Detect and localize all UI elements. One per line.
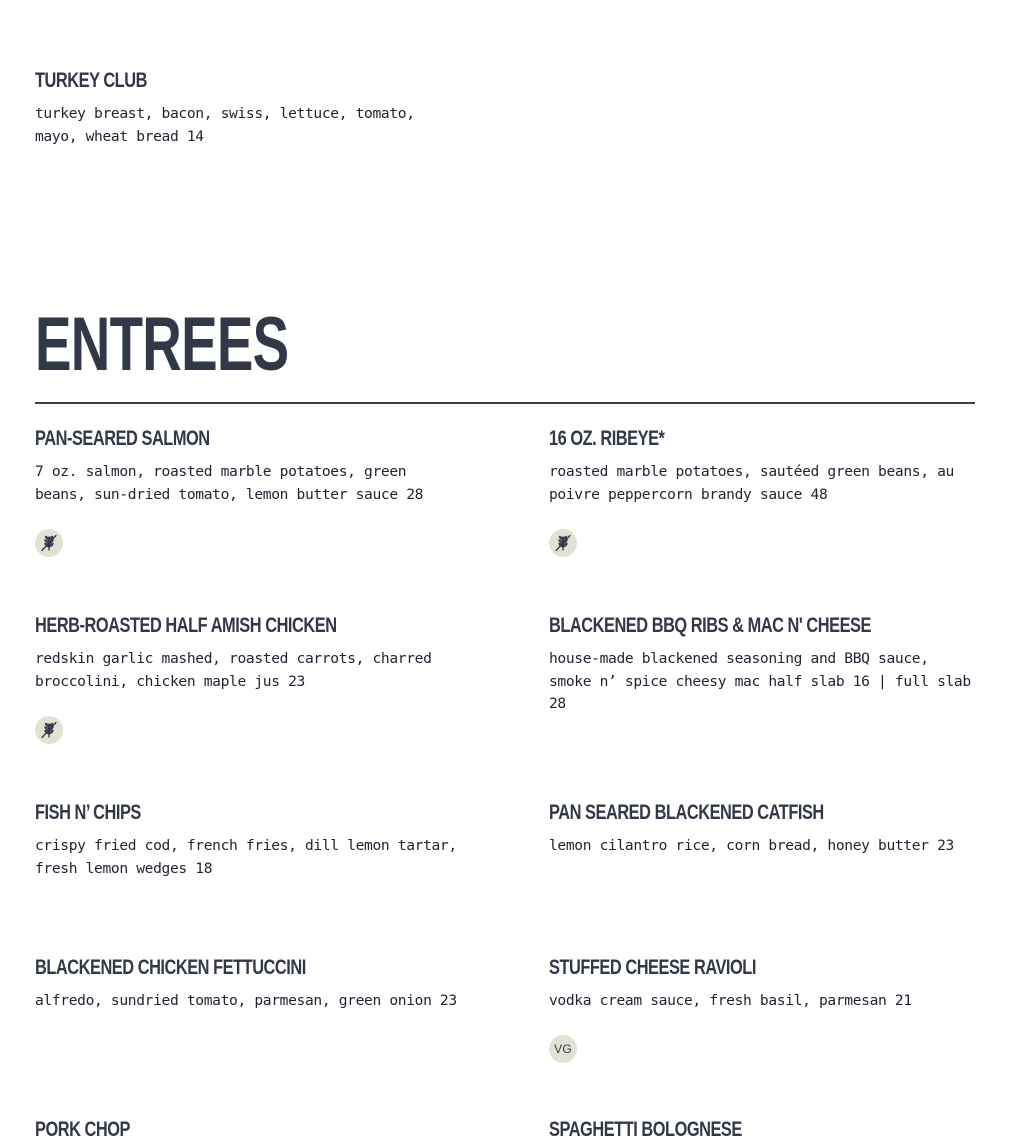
menu-item-title: HERB-ROASTED HALF AMISH CHICKEN: [35, 614, 337, 637]
menu-item-description: alfredo, sundried tomato, parmesan, green onion 23: [35, 992, 457, 1009]
gluten-free-icon: [552, 532, 574, 554]
gluten-free-badge: [35, 529, 63, 557]
menu-item-title: BLACKENED CHICKEN FETTUCCINI: [35, 956, 306, 979]
vegetarian-badge-label: VG: [554, 1042, 572, 1056]
menu-item-description: redskin garlic mashed, roasted carrots, charred broccolini, chicken maple jus 23: [35, 650, 432, 690]
vegetarian-badge: [549, 1035, 577, 1063]
menu-item-title: PAN-SEARED SALMON: [35, 427, 210, 450]
menu-item-description: vodka cream sauce, fresh basil, parmesan 21: [549, 992, 912, 1009]
gluten-free-icon: [38, 719, 60, 741]
menu-item-description: 7 oz. salmon, roasted marble potatoes, green beans, sun-dried tomato, lemon butter sauce 28: [35, 463, 424, 503]
menu-item-description: turkey breast, bacon, swiss, lettuce, tomato, mayo, wheat bread 14: [35, 105, 415, 145]
menu-item-title: SPAGHETTI BOLOGNESE: [549, 1118, 742, 1141]
section-title: ENTREES: [35, 302, 289, 387]
section-divider: [35, 402, 975, 404]
menu-item-title: FISH N’ CHIPS: [35, 801, 141, 824]
menu-item-description: crispy fried cod, french fries, dill lemon tartar, fresh lemon wedges 18: [35, 837, 457, 877]
menu-item-description: roasted marble potatoes, sautéed green beans, au poivre peppercorn brandy sauce 48: [549, 463, 954, 503]
menu-item-title: PAN SEARED BLACKENED CATFISH: [549, 801, 824, 824]
gluten-free-icon: [38, 532, 60, 554]
menu-item-title: PORK CHOP: [35, 1118, 130, 1141]
menu-item-title: 16 OZ. RIBEYE*: [549, 427, 665, 450]
gluten-free-badge: [549, 529, 577, 557]
menu-item-description: lemon cilantro rice, corn bread, honey butter 23: [549, 837, 954, 854]
menu-item-title: STUFFED CHEESE RAVIOLI: [549, 956, 756, 979]
menu-item-title: BLACKENED BBQ RIBS & MAC N' CHEESE: [549, 614, 871, 637]
gluten-free-badge: [35, 716, 63, 744]
menu-item-description: house-made blackened seasoning and BBQ sauce, smoke n’ spice cheesy mac half slab 16 | full slab 28: [549, 650, 971, 713]
menu-item-title: TURKEY CLUB: [35, 69, 147, 92]
